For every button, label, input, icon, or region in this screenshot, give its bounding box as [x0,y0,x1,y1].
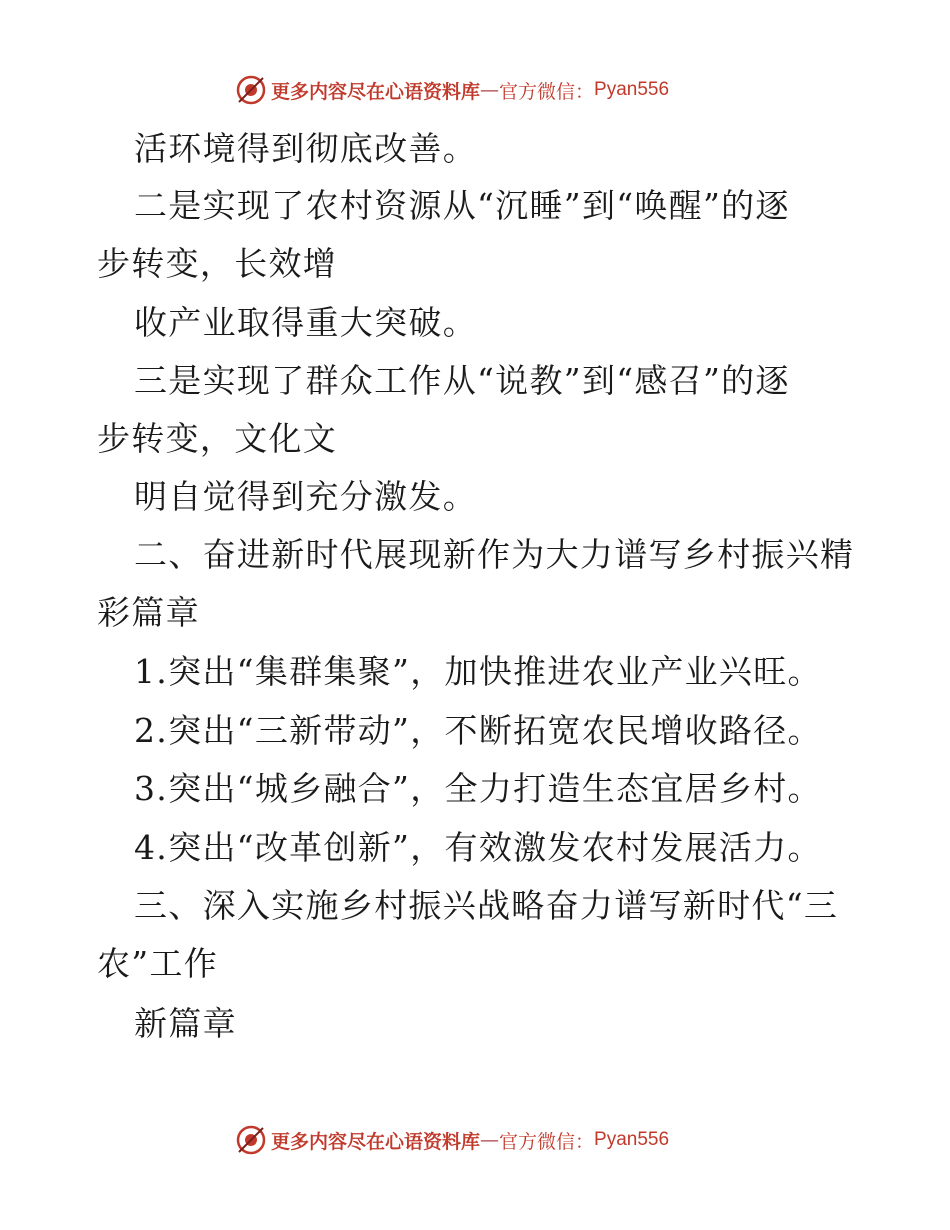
section-heading: 农”工作 [97,944,219,983]
text-line: 二是实现了农村资源从“沉睡”到“唤醒”的逐 [134,186,790,225]
watermark-text: 更多内容尽在心语资料库 [271,80,481,103]
list-item: 2.突出“三新带动”，不断拓宽农民增收路径。 [134,711,822,750]
watermark-wechat-id: Pyan556 [594,79,670,100]
section-heading: 彩篇章 [97,593,200,632]
logo-icon [235,74,267,106]
list-item: 4.突出“改革创新”，有效激发农村发展活力。 [134,828,822,867]
logo-icon [235,1124,267,1156]
text-line: 活环境得到彻底改善。 [134,129,477,168]
list-item: 3.突出“城乡融合”，全力打造生态宜居乡村。 [134,769,822,808]
section-heading: 二、奋进新时代展现新作为大力谱写乡村振兴精 [134,535,855,574]
text-line: 步转变，长效增 [97,244,338,283]
watermark-separator: — [480,1129,500,1151]
list-item: 1.突出“集群集聚”，加快推进农业产业兴旺。 [134,652,822,691]
watermark-wechat-id: Pyan556 [594,1129,670,1150]
watermark-label: 官方微信： [499,80,595,103]
watermark-text: 更多内容尽在心语资料库 [271,1130,481,1153]
watermark-separator: — [480,79,500,101]
footer-watermark [235,1122,669,1158]
text-line: 收产业取得重大突破。 [134,303,477,342]
section-heading: 新篇章 [134,1004,237,1043]
watermark-label: 官方微信： [499,1130,595,1153]
text-line: 步转变，文化文 [97,419,338,458]
text-line: 三是实现了群众工作从“说教”到“感召”的逐 [134,361,790,400]
text-line: 明自觉得到充分激发。 [134,477,477,516]
section-heading: 三、深入实施乡村振兴战略奋力谱写新时代“三 [134,886,839,925]
header-watermark [235,72,669,108]
